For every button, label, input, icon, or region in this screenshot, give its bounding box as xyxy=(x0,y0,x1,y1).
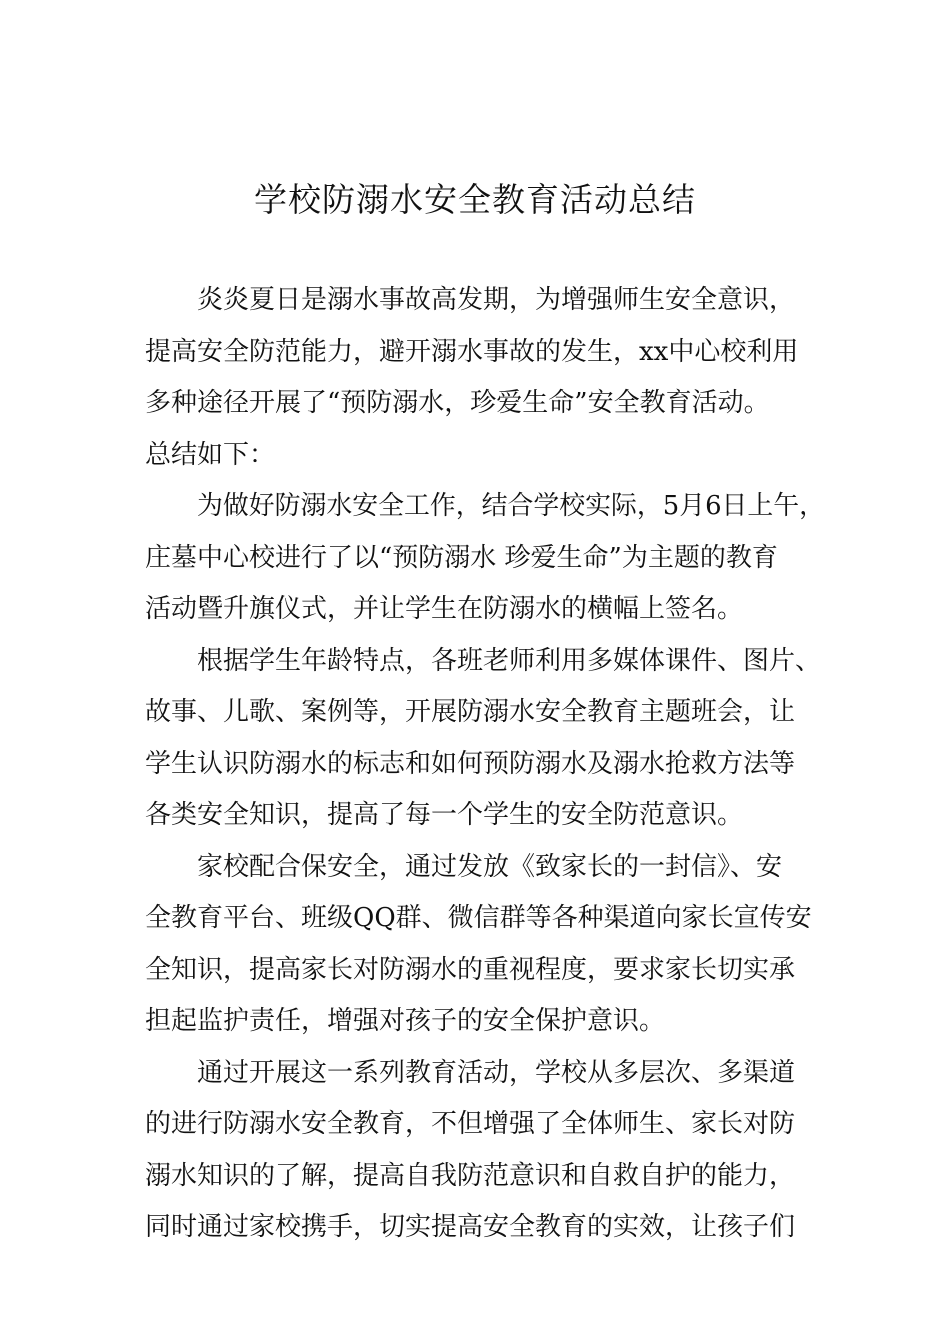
body-line: 为做好防溺水安全工作，结合学校实际，5月6日上午， xyxy=(197,491,826,521)
body-line: 家校配合保安全，通过发放《致家长的一封信》、安 xyxy=(197,851,783,882)
document-body xyxy=(145,275,825,1254)
body-line: 故事、儿歌、案例等，开展防溺水安全教育主题班会，让 xyxy=(145,697,796,727)
body-line: 总结如下： xyxy=(145,439,276,470)
body-line: 通过开展这一系列教育活动，学校从多层次、多渠道 xyxy=(197,1057,796,1088)
body-line: 庄墓中心校进行了以“预防溺水 珍爱生命”为主题的教育 xyxy=(145,542,778,573)
body-line: 各类安全知识，提高了每一个学生的安全防范意识。 xyxy=(145,800,744,830)
document-title: 学校防溺水安全教育活动总结 xyxy=(254,180,696,219)
body-line: 同时通过家校携手，切实提高安全教育的实效，让孩子们 xyxy=(145,1212,796,1242)
body-line: 的进行防溺水安全教育，不但增强了全体师生、家长对防 xyxy=(145,1109,796,1139)
body-line: 全教育平台、班级QQ群、微信群等各种渠道向家长宣传安 xyxy=(145,903,812,933)
body-line: 全知识，提高家长对防溺水的重视程度，要求家长切实承 xyxy=(145,954,796,985)
body-line: 学生认识防溺水的标志和如何预防溺水及溺水抢救方法等 xyxy=(145,748,796,779)
body-line: 担起监护责任，增强对孩子的安全保护意识。 xyxy=(145,1006,666,1036)
body-line: 提高安全防范能力，避开溺水事故的发生，xx中心校利用 xyxy=(145,336,799,367)
body-line: 炎炎夏日是溺水事故高发期，为增强师生安全意识， xyxy=(197,285,796,315)
body-line: 根据学生年龄特点，各班老师利用多媒体课件、图片、 xyxy=(197,645,822,676)
body-line: 溺水知识的了解，提高自我防范意识和自救自护的能力， xyxy=(145,1160,796,1191)
body-line: 多种途径开展了“预防溺水，珍爱生命”安全教育活动。 xyxy=(145,388,770,418)
body-line: 活动暨升旗仪式，并让学生在防溺水的横幅上签名。 xyxy=(145,594,744,624)
